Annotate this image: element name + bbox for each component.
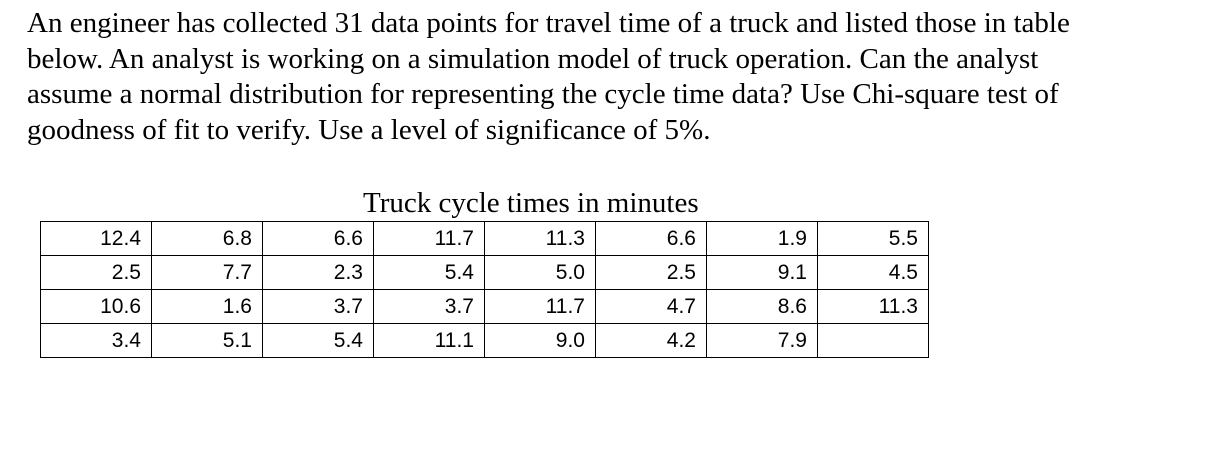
table-cell: 6.6 <box>596 222 707 256</box>
table-cell: 5.4 <box>263 324 374 358</box>
table-cell: 11.3 <box>485 222 596 256</box>
table-cell: 3.7 <box>263 290 374 324</box>
table-cell: 7.9 <box>707 324 818 358</box>
table-cell: 11.1 <box>374 324 485 358</box>
table-row <box>41 324 929 358</box>
table-cell: 1.9 <box>707 222 818 256</box>
table-row <box>41 256 929 290</box>
table-row <box>41 290 929 324</box>
table-caption: Truck cycle times in minutes <box>363 187 699 219</box>
table-cell: 4.2 <box>596 324 707 358</box>
table-cell: 1.6 <box>152 290 263 324</box>
table-cell: 3.4 <box>41 324 152 358</box>
table-cell: 11.7 <box>485 290 596 324</box>
question-line-3: assume a normal distribution for representing the cycle time data? Use Chi-square test of <box>27 78 1059 110</box>
question-line-2: below. An analyst is working on a simulation model of truck operation. Can the analyst <box>27 42 1039 75</box>
table-cell-empty <box>818 324 929 358</box>
question-text <box>27 6 1202 148</box>
cycle-times-table <box>40 221 929 358</box>
table-cell: 9.0 <box>485 324 596 358</box>
table-cell: 6.8 <box>152 222 263 256</box>
table-cell: 2.5 <box>41 256 152 290</box>
table-cell: 8.6 <box>707 290 818 324</box>
table-cell: 2.5 <box>596 256 707 290</box>
question-line-1: An engineer has collected 31 data points for travel time of a truck and listed those in table <box>27 7 1070 39</box>
table-cell: 6.6 <box>263 222 374 256</box>
table-cell: 5.1 <box>152 324 263 358</box>
table-row <box>41 222 929 256</box>
table-cell: 10.6 <box>41 290 152 324</box>
table-cell: 11.3 <box>818 290 929 324</box>
table-cell: 5.0 <box>485 256 596 290</box>
table-cell: 4.5 <box>818 256 929 290</box>
table-cell: 5.4 <box>374 256 485 290</box>
question-line-4: goodness of fit to verify. Use a level of significance of 5%. <box>27 113 711 146</box>
table-cell: 12.4 <box>41 222 152 256</box>
table-cell: 7.7 <box>152 256 263 290</box>
table-cell: 9.1 <box>707 256 818 290</box>
table-cell: 2.3 <box>263 256 374 290</box>
table-cell: 5.5 <box>818 222 929 256</box>
table-cell: 3.7 <box>374 290 485 324</box>
table-cell: 11.7 <box>374 222 485 256</box>
table-cell: 4.7 <box>596 290 707 324</box>
